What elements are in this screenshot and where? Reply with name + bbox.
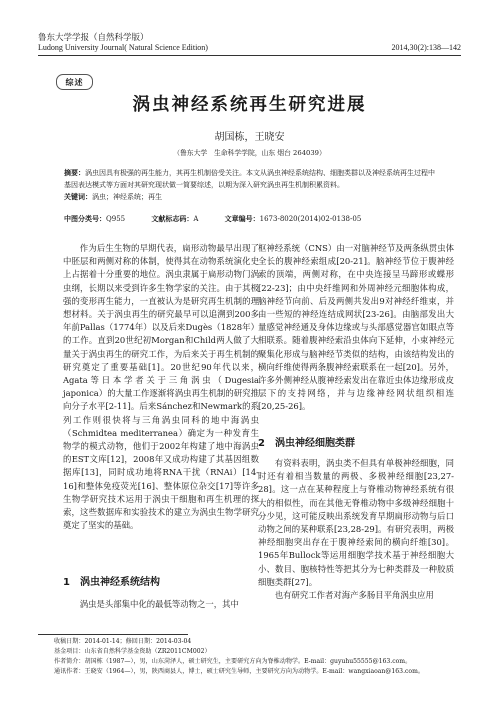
abstract-paragraph xyxy=(64,167,436,191)
left-column xyxy=(63,242,259,532)
authors: 胡国栋，王晓安 xyxy=(214,132,285,143)
journal-name-en: Ludong University Journal( Natural Science Edition) xyxy=(38,43,208,52)
right-column xyxy=(258,242,454,414)
issue-info: 2014,30(2):138—142 xyxy=(391,43,461,52)
abstract-text: 涡虫因具有极强的再生能力，其再生机制倍受关注。本文从涡虫神经系统结构、细胞类群以及神经系统再生过程中基因表达模式等方面对其研究现状做一简要综述，以期为深入研究涡虫再生机制积累资料。 xyxy=(64,169,435,189)
journal-name-cn: 鲁东大学学报（自然科学版） xyxy=(38,33,149,43)
header-rule xyxy=(38,55,461,56)
clc-label: 中图分类号： xyxy=(64,215,106,223)
clc-value: Q955 xyxy=(106,215,126,223)
footnote-rule xyxy=(38,634,188,635)
footnote-funding: 基金项目：山东省自然科学基金资助（ZR2011CM002） xyxy=(54,648,211,655)
section-1-heading: 1 涡虫神经系统结构 xyxy=(63,577,160,588)
abstract-label: 摘要： xyxy=(64,169,85,177)
section-2-paragraph-1: 有资料表明，涡虫类不但具有单极神经细胞，同时还有着相当数量的两极、多极神经细胞[23,27-28]。这一点在某种程度上与脊椎动物神经系统有很大的相似性，而在其他无脊椎动物中多级神经细胞十分少见，这可能反映出系统发育早期扁形动物与后口动物之间的某种联系[23,28-29]。有研究表明，两极神经细胞突出存在于腹神经索间的横向纤维[30]。1965年Bullock等运用细胞学技术基于神经细胞大小、数目、胞核特性等把其分为七种类群及一种胶质细胞类群[27]。 xyxy=(258,458,454,587)
review-badge: 综述 xyxy=(56,74,93,90)
article-no-value: 1673-8020(2014)02-0138-05 xyxy=(259,215,362,223)
keywords-line xyxy=(64,191,436,203)
intro-paragraph: 作为后生生物的早期代表，扁形动物最早出现了中胚层和两侧对称的体制，使得其在动物系统演化史上占据着十分重要的地位。涡虫隶属于扁形动物门涡虫纲，长期以来受到许多生物学家的关注。由于其极强的变形再生能力，一直被认为是研究再生机制的理想材料。关于涡虫再生的研究最早可以追溯到200多年前Pallas（1774年）以及后来Dugès（1828年）的工作。直到20世纪初Morgan和Child两人做了大量关于涡虫再生的研究工作，为后来关于再生机制的研究奠定了重要基础[1]。20世纪90年代以来，Agata等日本学者关于三角涡虫（Dugesia japonica）的大量工作逐渐将涡虫再生机制的研究推向分子水平[2-11]。后来Sánchez和Newmark的系列工作则很快将与三角涡虫同科的地中海涡虫（Schmidtea mediterranea）确定为一种发育生物学的模式动物，他们于2002年构建了地中海涡虫的EST文库[12]，2008年又成功构建了其基因组数据库[13]，同时成功地将RNA干扰（RNAi）[14-16]和整体免疫荧光[16]、整体原位杂交[17]等许多生物学研究技术运用于涡虫干细胞和再生机理的探索，这些数据库和实验技术的建立为涡虫生物学研究奠定了坚实的基础。 xyxy=(63,243,259,531)
footnote-corresponding: 通讯作者：王晓安（1964—），男，陕西商县人，博士，硕士研究生导师，主要研究方向为动物学。E-mail：wangxiaoan@163.com。 xyxy=(54,668,424,675)
footnote-author: 作者简介：胡国栋（1987—），男，山东菏泽人，硕士研究生，主要研究方向为脊椎动物学。E-mail：guyuhu55555@163.com。 xyxy=(54,658,412,665)
doc-code-label: 文献标志码： xyxy=(151,215,194,223)
section-2-paragraph-2: 也有研究工作者对海产多肠目平角涡虫应用 xyxy=(274,590,434,601)
abstract-block xyxy=(64,167,436,203)
keywords: 涡虫；神经系统；再生 xyxy=(92,193,162,201)
section-1-paragraph: 涡虫是头部集中化的最低等动物之一，其中 xyxy=(79,599,239,609)
keywords-label: 关键词： xyxy=(64,193,92,201)
cns-paragraph: 枢神经系统（CNS）由一对脑神经节及两条纵贯虫体全长的腹神经索组成[20-21]。脑神经节位于腹神经索的顶端，两侧对称，在中央连接呈马蹄形或蝶形[22-23]；由中央纤维网和外周神经元细胞体构成，脑神经节向前、后及两侧共发出9对神经纤维束，并由一些短的神经连结成网状[23-26]。由脑部发出大量感觉神经通及身体边缘或与头部感觉器官如眼点等相联系。随着腹神经索沿虫体向下延伸，小束神经元聚集化形成与脑神经节类似的结构，由该结构发出的横向纤维使得两条腹神经索联系在一起[20]。另外，许多外侧神经从腹神经索发出在靠近虫体边缘形成皮层下的支持网络，并与边缘神经网状组织相连[20,25-26]。 xyxy=(258,243,454,412)
section-2-heading: 2 涡虫神经细胞类群 xyxy=(258,438,355,449)
paper-title: 涡虫神经系统再生研究进展 xyxy=(132,95,367,115)
doc-code-value: A xyxy=(193,215,199,223)
footnote-received: 收稿日期：2014-01-14；修回日期：2014-03-04 xyxy=(54,638,192,645)
classification-line xyxy=(64,214,444,224)
affiliation: （鲁东大学 生命科学学院，山东 烟台 264039） xyxy=(173,149,326,157)
section-1-body xyxy=(63,598,259,611)
section-2-body xyxy=(258,457,454,602)
article-no-label: 文章编号： xyxy=(224,215,260,223)
